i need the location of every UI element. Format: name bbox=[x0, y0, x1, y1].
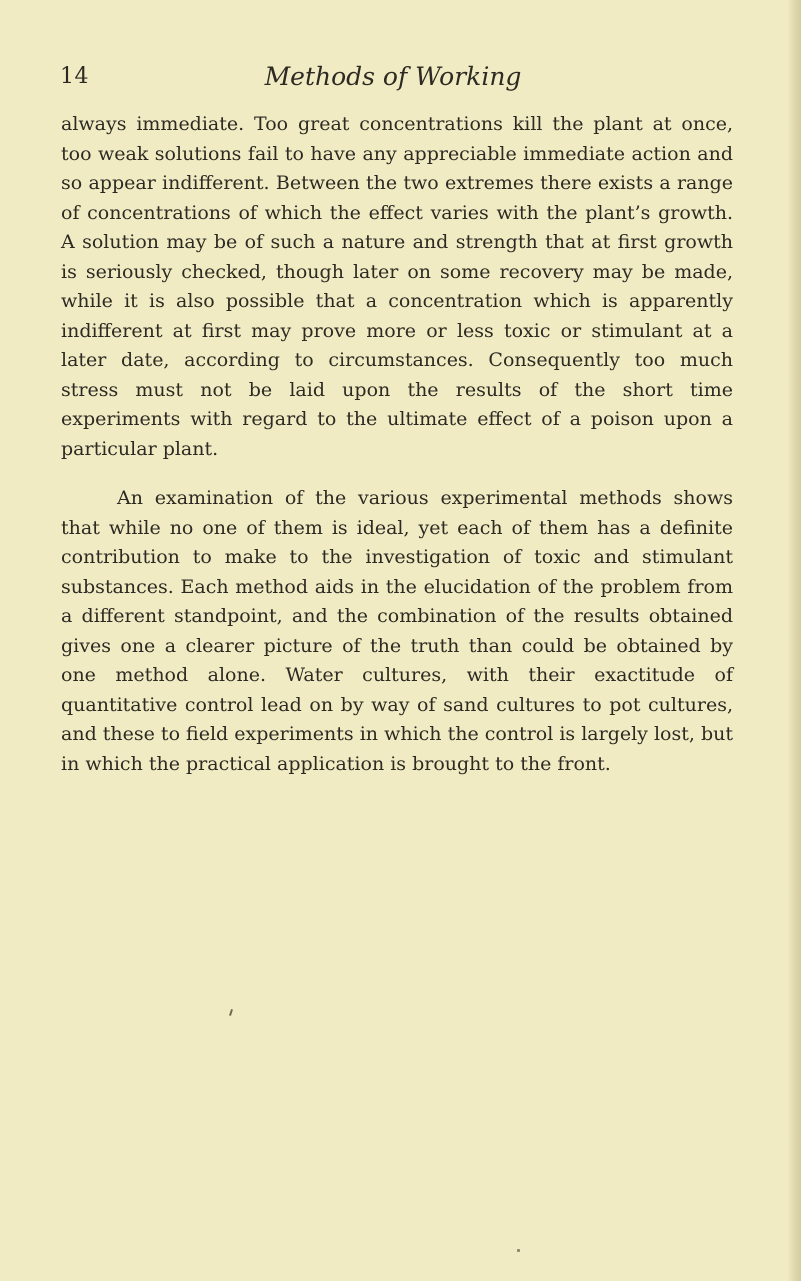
page-number: 14 bbox=[60, 64, 89, 89]
running-head bbox=[60, 62, 726, 98]
paragraph-1: always immediate. Too great concentrations kill the plant at once, too weak solutions fail to have any appreciable immediate action and so appear indifferent. Between the two extremes there exists a range of concentrations of which the effect varies with the plant’s growth. A solution may be of such a nature and strength that at first growth is seriously checked, though later on some recovery may be made, while it is also possible that a concentration which is apparently indifferent at first may prove more or less toxic or stimulant at a later date, according to circumstances. Consequently too much stress must not be laid upon the results of the short time experiments with regard to the ultimate effect of a poison upon a particular plant. bbox=[61, 113, 733, 460]
running-title: Methods of Working bbox=[264, 62, 522, 91]
paragraph-2: An examination of the various experimental methods shows that while no one of them is ideal, yet each of them has a definite contribution to make to the investigation of toxic and stimulant substances. Each method aids in the elucidation of the problem from a different standpoint, and the combination of the results obtained gives one a clearer picture of the truth than could be obtained by one method alone. Water cultures, with their exactitude of quantitative control lead on by way of sand cultures to pot cultures, and these to field experiments in which the control is largely lost, but in which the practical application is brought to the front. bbox=[61, 487, 733, 775]
ink-speck-mark bbox=[229, 1009, 233, 1016]
dust-speck-mark bbox=[517, 1249, 520, 1252]
body-text bbox=[61, 110, 733, 779]
page-edge-shadow bbox=[787, 0, 801, 1281]
